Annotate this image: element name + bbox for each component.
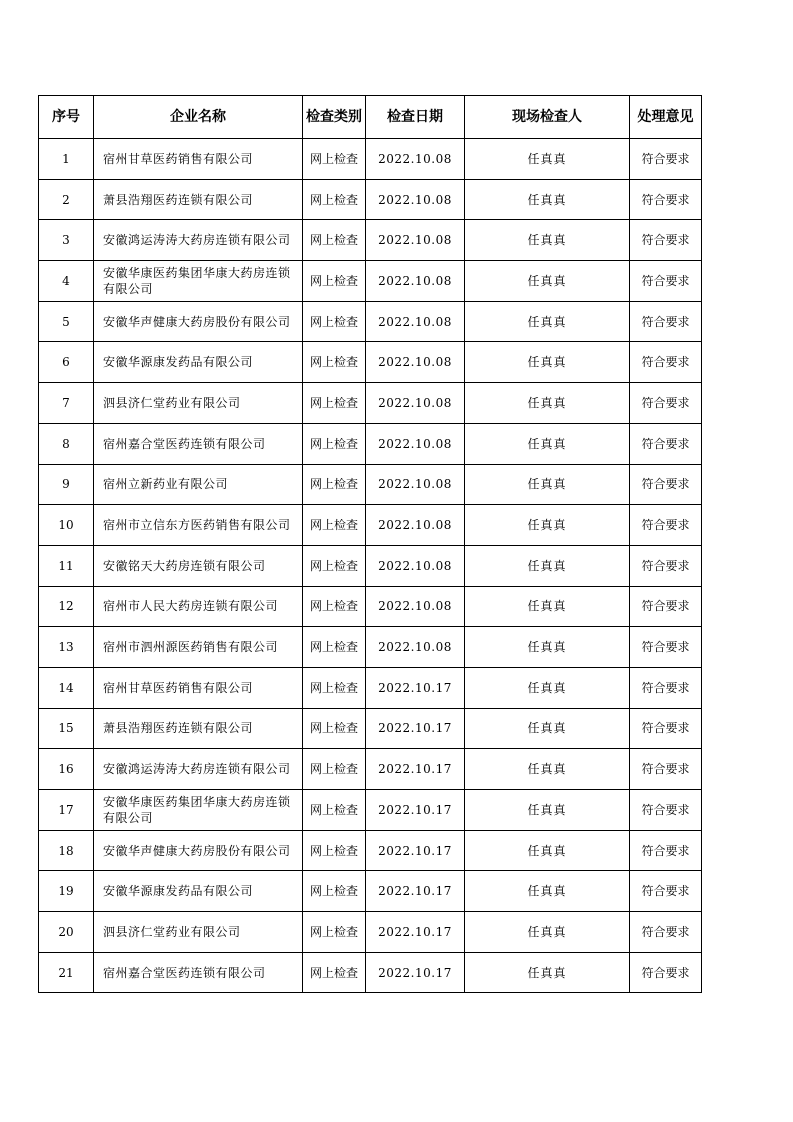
- cell-company-name: 宿州甘草医药销售有限公司: [94, 139, 303, 180]
- cell-company-name: 安徽华源康发药品有限公司: [94, 871, 303, 912]
- cell-inspection-date: 2022.10.08: [366, 220, 465, 261]
- cell-result: 符合要求: [630, 301, 702, 342]
- cell-index: 12: [39, 586, 94, 627]
- cell-inspection-date: 2022.10.08: [366, 545, 465, 586]
- cell-index: 6: [39, 342, 94, 383]
- table-row: [39, 545, 702, 586]
- table-row: [39, 952, 702, 993]
- table-header: [39, 96, 702, 139]
- cell-inspection-date: 2022.10.08: [366, 342, 465, 383]
- header-inspection-date: 检查日期: [366, 96, 465, 139]
- cell-inspection-date: 2022.10.08: [366, 383, 465, 424]
- cell-inspector: 任真真: [465, 423, 630, 464]
- cell-inspector: 任真真: [465, 952, 630, 993]
- cell-inspection-type: 网上检查: [303, 261, 366, 302]
- cell-result: 符合要求: [630, 179, 702, 220]
- cell-company-name: 安徽华康医药集团华康大药房连锁有限公司: [94, 261, 303, 302]
- cell-inspector: 任真真: [465, 871, 630, 912]
- cell-inspection-type: 网上检查: [303, 952, 366, 993]
- cell-inspector: 任真真: [465, 342, 630, 383]
- cell-company-name: 安徽华声健康大药房股份有限公司: [94, 301, 303, 342]
- cell-inspection-type: 网上检查: [303, 464, 366, 505]
- cell-result: 符合要求: [630, 545, 702, 586]
- cell-inspection-type: 网上检查: [303, 301, 366, 342]
- cell-inspector: 任真真: [465, 667, 630, 708]
- cell-inspection-date: 2022.10.08: [366, 423, 465, 464]
- cell-inspection-type: 网上检查: [303, 627, 366, 668]
- cell-inspection-type: 网上检查: [303, 871, 366, 912]
- cell-inspection-date: 2022.10.08: [366, 586, 465, 627]
- cell-index: 20: [39, 912, 94, 953]
- cell-index: 9: [39, 464, 94, 505]
- cell-inspection-date: 2022.10.08: [366, 179, 465, 220]
- table-row: [39, 830, 702, 871]
- cell-inspection-date: 2022.10.08: [366, 627, 465, 668]
- cell-inspector: 任真真: [465, 301, 630, 342]
- cell-inspection-type: 网上检查: [303, 179, 366, 220]
- cell-result: 符合要求: [630, 871, 702, 912]
- table-row: [39, 464, 702, 505]
- cell-index: 1: [39, 139, 94, 180]
- header-row: [39, 96, 702, 139]
- cell-inspector: 任真真: [465, 261, 630, 302]
- cell-result: 符合要求: [630, 708, 702, 749]
- header-inspector: 现场检查人: [465, 96, 630, 139]
- cell-inspection-date: 2022.10.17: [366, 749, 465, 790]
- cell-index: 5: [39, 301, 94, 342]
- table-row: [39, 139, 702, 180]
- cell-index: 19: [39, 871, 94, 912]
- cell-company-name: 萧县浩翔医药连锁有限公司: [94, 708, 303, 749]
- cell-inspection-date: 2022.10.08: [366, 505, 465, 546]
- table-row: [39, 790, 702, 831]
- cell-company-name: 泗县济仁堂药业有限公司: [94, 383, 303, 424]
- table-row: [39, 586, 702, 627]
- cell-inspection-type: 网上检查: [303, 220, 366, 261]
- cell-inspection-type: 网上检查: [303, 586, 366, 627]
- table-row: [39, 912, 702, 953]
- cell-company-name: 安徽鸿运涛涛大药房连锁有限公司: [94, 749, 303, 790]
- cell-inspection-type: 网上检查: [303, 545, 366, 586]
- cell-inspection-type: 网上检查: [303, 708, 366, 749]
- cell-inspection-type: 网上检查: [303, 830, 366, 871]
- cell-result: 符合要求: [630, 667, 702, 708]
- cell-inspector: 任真真: [465, 464, 630, 505]
- header-result: 处理意见: [630, 96, 702, 139]
- cell-inspector: 任真真: [465, 830, 630, 871]
- cell-inspection-type: 网上检查: [303, 749, 366, 790]
- cell-result: 符合要求: [630, 423, 702, 464]
- cell-index: 21: [39, 952, 94, 993]
- cell-result: 符合要求: [630, 139, 702, 180]
- table-row: [39, 261, 702, 302]
- cell-company-name: 安徽华声健康大药房股份有限公司: [94, 830, 303, 871]
- table-row: [39, 220, 702, 261]
- table-row: [39, 708, 702, 749]
- cell-result: 符合要求: [630, 912, 702, 953]
- cell-result: 符合要求: [630, 342, 702, 383]
- cell-index: 14: [39, 667, 94, 708]
- cell-result: 符合要求: [630, 952, 702, 993]
- cell-result: 符合要求: [630, 464, 702, 505]
- cell-inspector: 任真真: [465, 912, 630, 953]
- cell-company-name: 宿州市立信东方医药销售有限公司: [94, 505, 303, 546]
- cell-result: 符合要求: [630, 749, 702, 790]
- cell-inspection-date: 2022.10.08: [366, 301, 465, 342]
- cell-inspector: 任真真: [465, 220, 630, 261]
- header-company: 企业名称: [94, 96, 303, 139]
- cell-company-name: 安徽鸿运涛涛大药房连锁有限公司: [94, 220, 303, 261]
- cell-inspection-date: 2022.10.17: [366, 952, 465, 993]
- cell-inspector: 任真真: [465, 139, 630, 180]
- header-index: 序号: [39, 96, 94, 139]
- cell-inspection-type: 网上检查: [303, 139, 366, 180]
- cell-inspection-type: 网上检查: [303, 667, 366, 708]
- table-row: [39, 383, 702, 424]
- cell-company-name: 宿州市人民大药房连锁有限公司: [94, 586, 303, 627]
- cell-company-name: 安徽铭天大药房连锁有限公司: [94, 545, 303, 586]
- cell-index: 10: [39, 505, 94, 546]
- table-row: [39, 667, 702, 708]
- table-row: [39, 342, 702, 383]
- cell-inspector: 任真真: [465, 627, 630, 668]
- table-row: [39, 627, 702, 668]
- cell-result: 符合要求: [630, 586, 702, 627]
- cell-inspection-type: 网上检查: [303, 342, 366, 383]
- cell-inspector: 任真真: [465, 586, 630, 627]
- cell-inspection-type: 网上检查: [303, 505, 366, 546]
- cell-index: 4: [39, 261, 94, 302]
- table-row: [39, 749, 702, 790]
- cell-company-name: 泗县济仁堂药业有限公司: [94, 912, 303, 953]
- cell-inspection-type: 网上检查: [303, 383, 366, 424]
- cell-index: 3: [39, 220, 94, 261]
- table-body: [39, 139, 702, 993]
- cell-index: 8: [39, 423, 94, 464]
- cell-inspection-date: 2022.10.17: [366, 871, 465, 912]
- cell-result: 符合要求: [630, 790, 702, 831]
- cell-inspector: 任真真: [465, 505, 630, 546]
- cell-index: 2: [39, 179, 94, 220]
- cell-company-name: 安徽华源康发药品有限公司: [94, 342, 303, 383]
- cell-company-name: 宿州市泗州源医药销售有限公司: [94, 627, 303, 668]
- header-inspection-type: 检查类别: [303, 96, 366, 139]
- table-row: [39, 179, 702, 220]
- cell-inspection-date: 2022.10.17: [366, 830, 465, 871]
- cell-index: 13: [39, 627, 94, 668]
- table-row: [39, 423, 702, 464]
- table-row: [39, 871, 702, 912]
- cell-result: 符合要求: [630, 505, 702, 546]
- cell-inspector: 任真真: [465, 790, 630, 831]
- cell-inspection-date: 2022.10.17: [366, 790, 465, 831]
- cell-inspection-date: 2022.10.17: [366, 667, 465, 708]
- cell-index: 16: [39, 749, 94, 790]
- cell-index: 17: [39, 790, 94, 831]
- cell-company-name: 萧县浩翔医药连锁有限公司: [94, 179, 303, 220]
- cell-result: 符合要求: [630, 383, 702, 424]
- cell-inspection-type: 网上检查: [303, 423, 366, 464]
- cell-result: 符合要求: [630, 220, 702, 261]
- cell-inspector: 任真真: [465, 749, 630, 790]
- cell-company-name: 宿州嘉合堂医药连锁有限公司: [94, 952, 303, 993]
- cell-result: 符合要求: [630, 830, 702, 871]
- cell-inspection-date: 2022.10.08: [366, 464, 465, 505]
- cell-inspector: 任真真: [465, 179, 630, 220]
- cell-index: 18: [39, 830, 94, 871]
- cell-company-name: 宿州甘草医药销售有限公司: [94, 667, 303, 708]
- cell-inspection-type: 网上检查: [303, 790, 366, 831]
- cell-inspector: 任真真: [465, 708, 630, 749]
- inspection-table: [38, 95, 702, 993]
- cell-inspection-date: 2022.10.08: [366, 139, 465, 180]
- table-row: [39, 505, 702, 546]
- cell-company-name: 宿州立新药业有限公司: [94, 464, 303, 505]
- cell-inspection-date: 2022.10.08: [366, 261, 465, 302]
- cell-inspector: 任真真: [465, 383, 630, 424]
- cell-inspection-date: 2022.10.17: [366, 912, 465, 953]
- cell-result: 符合要求: [630, 627, 702, 668]
- table-row: [39, 301, 702, 342]
- cell-company-name: 安徽华康医药集团华康大药房连锁有限公司: [94, 790, 303, 831]
- cell-company-name: 宿州嘉合堂医药连锁有限公司: [94, 423, 303, 464]
- cell-inspection-date: 2022.10.17: [366, 708, 465, 749]
- cell-result: 符合要求: [630, 261, 702, 302]
- cell-inspector: 任真真: [465, 545, 630, 586]
- cell-index: 15: [39, 708, 94, 749]
- cell-index: 11: [39, 545, 94, 586]
- cell-index: 7: [39, 383, 94, 424]
- cell-inspection-type: 网上检查: [303, 912, 366, 953]
